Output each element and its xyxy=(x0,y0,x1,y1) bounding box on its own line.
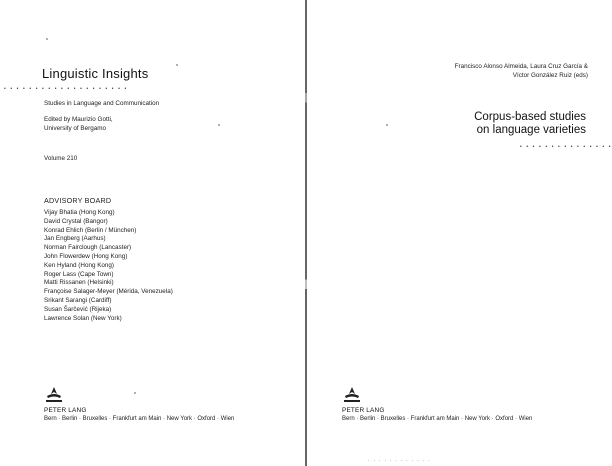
board-member: David Crystal (Bangor) xyxy=(44,217,108,225)
editor-line: Edited by Maurizio Gotti, xyxy=(44,116,113,123)
book-title-line-1: Corpus-based studies xyxy=(474,111,586,123)
board-member: Norman Fairclough (Lancaster) xyxy=(44,244,132,252)
book-title xyxy=(366,111,586,137)
board-member: Konrad Ehlich (Berlin / München) xyxy=(44,226,137,234)
publisher-name: PETER LANG xyxy=(44,407,87,414)
board-member: Srikant Sarangi (Cardiff) xyxy=(44,296,112,304)
editors-line-2: Víctor González Ruiz (eds) xyxy=(512,71,588,79)
board-member: Ken Hyland (Hong Kong) xyxy=(44,261,115,269)
board-member: Susan Šarčević (Rijeka) xyxy=(44,305,112,313)
board-member: Lawrence Solan (New York) xyxy=(44,314,122,322)
left-page xyxy=(0,0,304,466)
publisher-name: PETER LANG xyxy=(342,407,385,414)
book-title-line-2: on language varieties xyxy=(476,124,586,136)
board-member: Françoise Salager-Meyer (Mérida, Venezuela) xyxy=(44,288,173,296)
volume-number: Volume 210 xyxy=(44,155,78,162)
peter-lang-logo-icon xyxy=(44,386,64,404)
book-gutter xyxy=(305,0,307,466)
advisory-board-heading: ADVISORY BOARD xyxy=(44,196,112,205)
series-subtitle: Studies in Language and Communication xyxy=(44,100,160,107)
title-ornament: • • • • • • • • • • • • • • • xyxy=(520,144,612,150)
board-member: Matti Rissanen (Helsinki) xyxy=(44,279,114,287)
right-page xyxy=(308,0,612,466)
editors-line-1: Francisco Alonso Almeida, Laura Cruz García & xyxy=(454,63,588,70)
series-ornament: • • • • • • • • • • • • • • • • • • • • xyxy=(4,86,128,92)
book-editors xyxy=(348,63,588,80)
editor-affiliation: University of Bergamo xyxy=(44,124,106,132)
board-member: John Flowerdew (Hong Kong) xyxy=(44,252,128,260)
series-title: Linguistic Insights xyxy=(42,66,149,81)
series-editor xyxy=(44,116,113,133)
board-member: Jan Engberg (Aarhus) xyxy=(44,235,106,243)
board-member: Vijay Bhatia (Hong Kong) xyxy=(44,209,115,216)
page-bottom-marks: · · · · · · · · · · · · xyxy=(368,458,431,464)
board-member: Roger Lass (Cape Town) xyxy=(44,270,114,278)
publisher-cities: Bern · Berlin · Bruxelles · Frankfurt am Main · New York · Oxford · Wien xyxy=(44,416,235,422)
peter-lang-logo-icon xyxy=(342,386,362,404)
publisher-cities: Bern · Berlin · Bruxelles · Frankfurt am Main · New York · Oxford · Wien xyxy=(342,416,533,422)
advisory-board-list xyxy=(44,209,173,323)
